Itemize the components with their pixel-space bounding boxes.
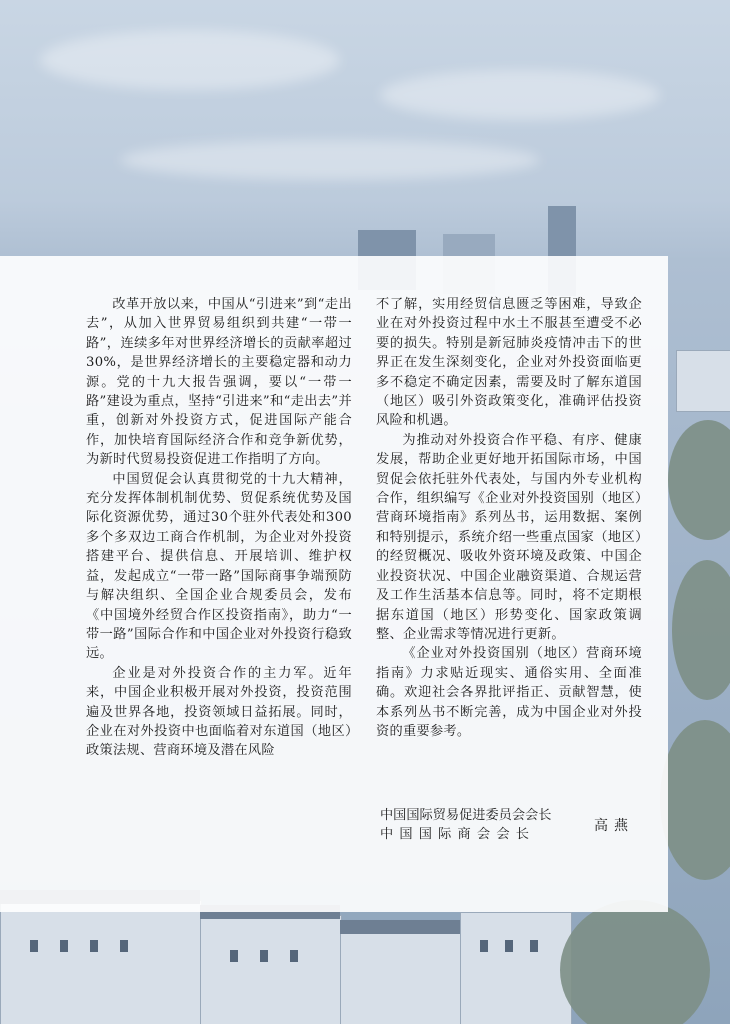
paragraph: 《企业对外投资国别（地区）营商环境指南》力求贴近现实、通俗实用、全面准确。欢迎社会各界批评指正、贡献智慧，使本系列丛书不断完善，成为中国企业对外投资的重要参考。 [376, 646, 642, 739]
signer-title-1: 中国国际贸易促进委员会会长 [380, 808, 552, 823]
article-body [86, 295, 642, 761]
paragraph: 中国贸促会认真贯彻党的十九大精神，充分发挥体制机制优势、贸促系统优势及国际化资源优势，通过30个驻外代表处和300多个多双边工商合作机制，为企业对外投资搭建平台、提供信息、开展培训、维护权益，发起成立“一带一路”国际商事争端预防与解决组织、全国企业合规委员会，发布《中国境外经贸合作区投资指南》，助力“一带一路”国际合作和中国企业对外投资行稳致远。 [86, 471, 352, 662]
paragraph: 改革开放以来，中国从“引进来”到“走出去”，从加入世界贸易组织到共建“一带一路”，连续多年对世界经济增长的贡献率超过30%，是世界经济增长的主要稳定器和动力源。党的十九大报告强调，要以“一带一路”建设为重点，坚持“引进来”和“走出去”并重，创新对外投资方式，促进国际产能合作，加快培育国际经济合作和竞争新优势，为新时代贸易投资促进工作指明了方向。 [86, 297, 352, 468]
signer-title-2: 中国国际商会会长 [380, 827, 536, 842]
signer-name: 高燕 [594, 818, 634, 834]
paragraph: 不了解，实用经贸信息匮乏等困难，导致企业在对外投资过程中水土不服甚至遭受不必要的损失。特别是新冠肺炎疫情冲击下的世界正在发生深刻变化，企业对外投资面临更多不稳定不确定因素，需要及时了解东道国（地区）吸引外资政策变化，准确评估投资风险和机遇。 [376, 297, 642, 429]
paragraph: 企业是对外投资合作的主力军。近年来，中国企业积极开展对外投资，投资范围遍及世界各地，投资领域日益拓展。同时，企业在对外投资中也面临着对东道国（地区）政策法规、营商环境及潜在风险 [86, 665, 352, 759]
right-column [376, 295, 642, 761]
paragraph: 为推动对外投资合作平稳、有序、健康发展，帮助企业更好地开拓国际市场，中国贸促会依托驻外代表处，与国内外专业机构合作，组织编写《企业对外投资国别（地区）营商环境指南》系列丛书，运用数据、案例和特别提示，系统介绍一些重点国家（地区）的经贸概况、吸收外资环境及政策、中国企业投资状况、中国企业融资渠道、合规运营及工作生活基本信息等。同时，将不定期根据东道国（地区）形势变化、国家政策调整、企业需求等情况进行更新。 [376, 432, 642, 642]
signature-block [380, 806, 640, 844]
left-column [86, 295, 352, 761]
